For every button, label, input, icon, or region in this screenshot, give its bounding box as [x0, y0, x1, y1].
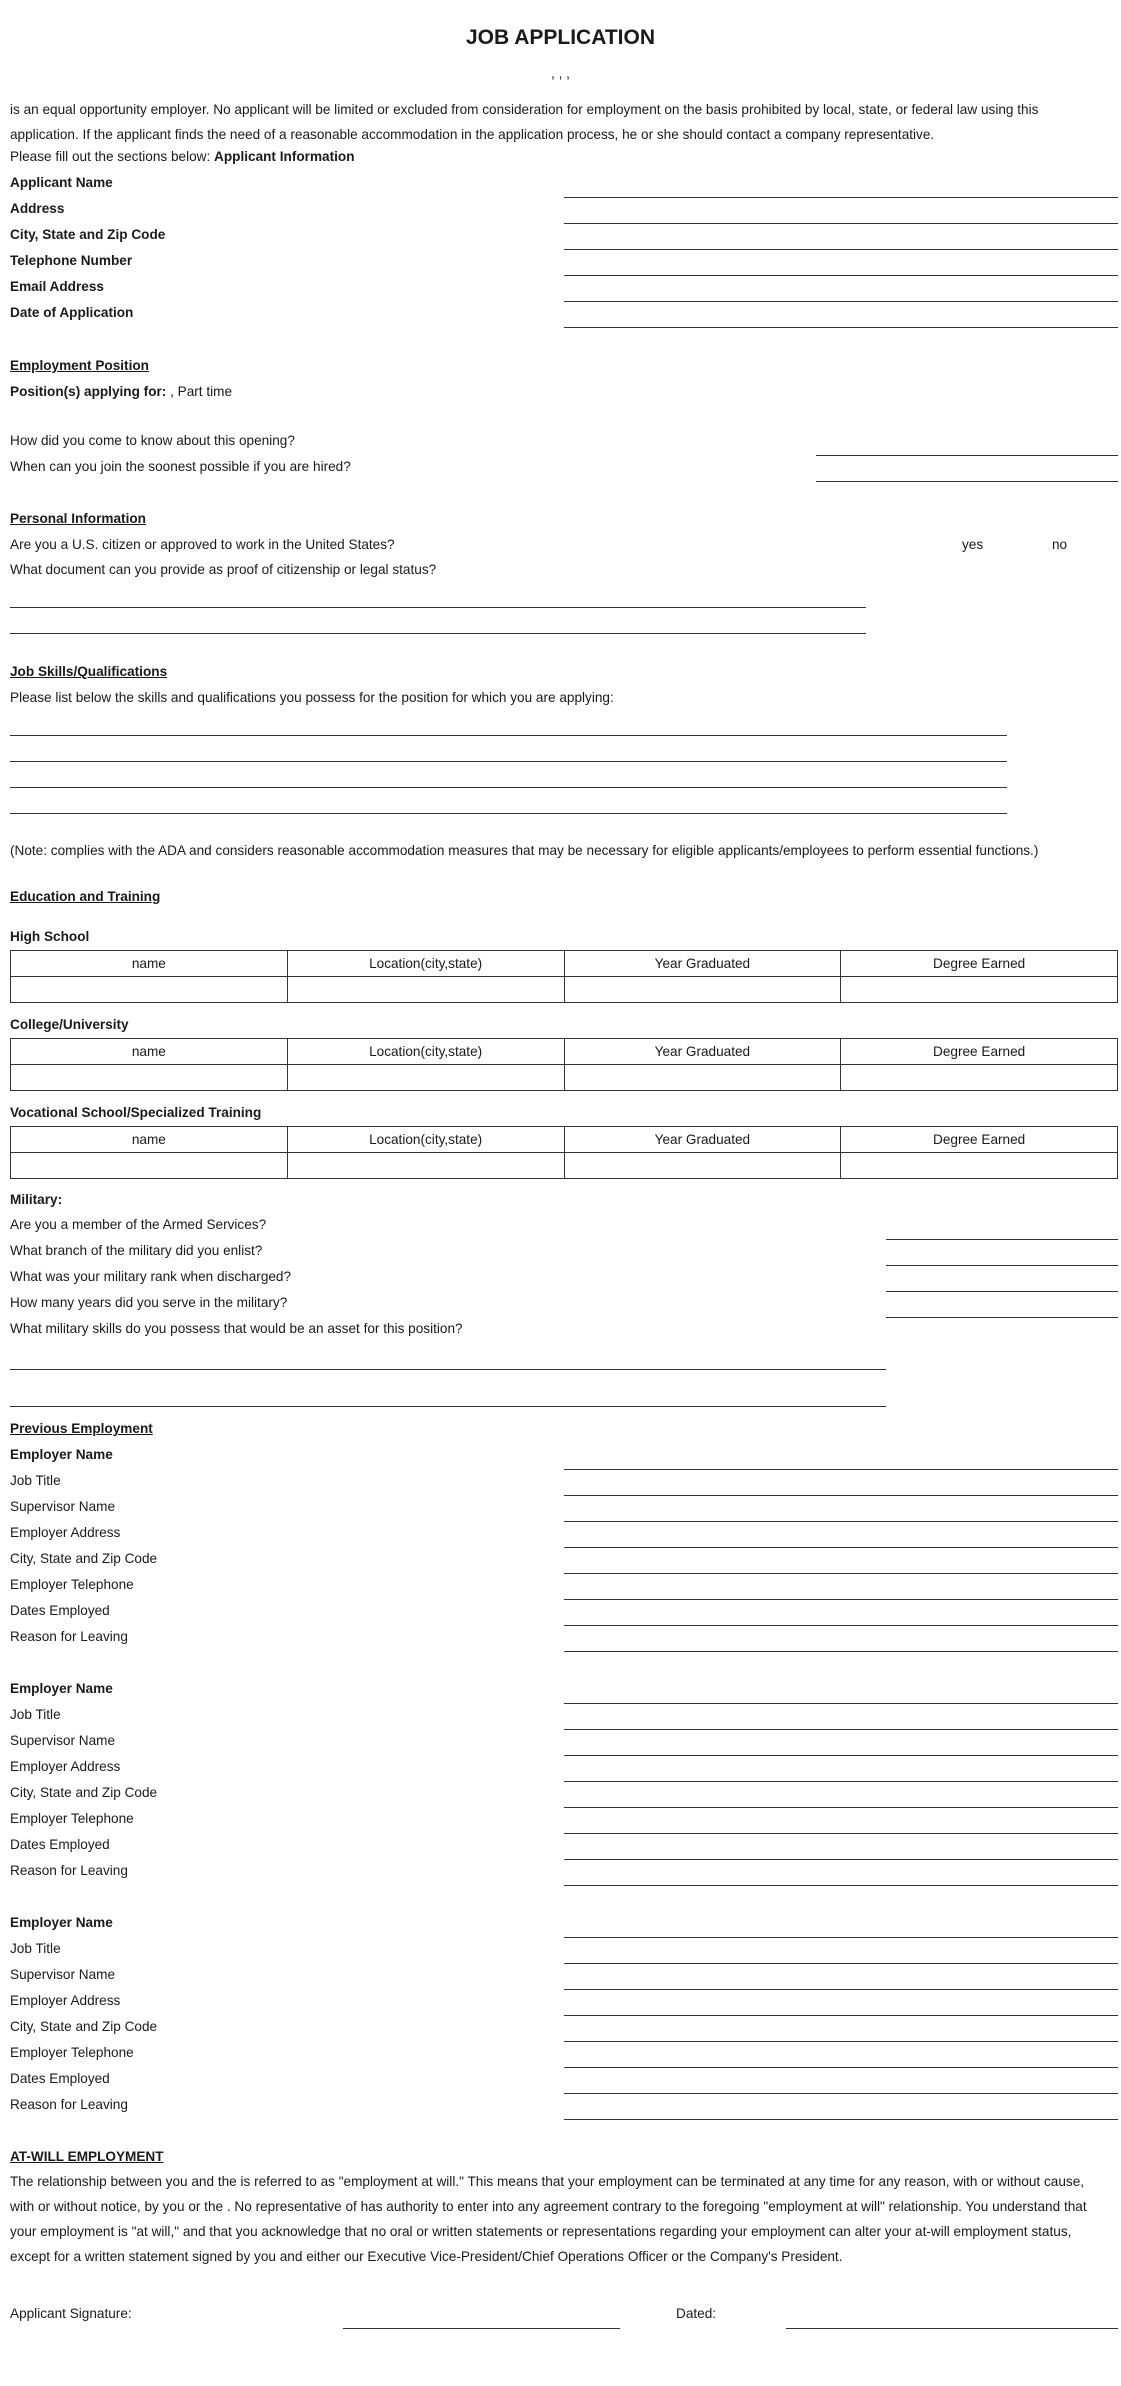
- military-branch-field[interactable]: [886, 1265, 1118, 1266]
- document-answer-line-1[interactable]: [10, 607, 866, 608]
- education-heading: Education and Training: [10, 889, 161, 904]
- employer-1-city-field[interactable]: [564, 1573, 1118, 1574]
- employer-3-telephone-field[interactable]: [564, 2067, 1118, 2068]
- table-cell[interactable]: [11, 977, 288, 1003]
- employer-2-name-label: Employer Name: [10, 1681, 113, 1696]
- employer-2-job-title-label: Job Title: [10, 1707, 61, 1722]
- personal-info-heading: Personal Information: [10, 511, 146, 526]
- start-date-question: When can you join the soonest possible if you are hired?: [10, 459, 351, 474]
- col-location: Location(city,state): [287, 1039, 564, 1065]
- employer-3-address-label: Employer Address: [10, 1993, 121, 2008]
- city-state-zip-field[interactable]: [564, 249, 1118, 250]
- military-heading: Military:: [10, 1192, 63, 1207]
- table-cell[interactable]: [564, 1153, 841, 1179]
- employer-1-supervisor-field[interactable]: [564, 1521, 1118, 1522]
- employer-3-supervisor-label: Supervisor Name: [10, 1967, 116, 1982]
- col-degree-earned: Degree Earned: [841, 1127, 1118, 1153]
- employer-1-telephone-label: Employer Telephone: [10, 1577, 134, 1592]
- document-question: What document can you provide as proof of citizenship or legal status?: [10, 562, 437, 577]
- employer-1-address-label: Employer Address: [10, 1525, 121, 1540]
- signature-label: Applicant Signature:: [10, 2306, 132, 2321]
- table-cell[interactable]: [564, 1065, 841, 1091]
- employer-2-supervisor-field[interactable]: [564, 1755, 1118, 1756]
- skills-answer-line-1[interactable]: [10, 735, 1007, 736]
- positions-value: , Part time: [166, 384, 233, 399]
- employer-3-name-field[interactable]: [564, 1937, 1118, 1938]
- document-answer-line-2[interactable]: [10, 633, 866, 634]
- military-rank-question: What was your military rank when discharged?: [10, 1269, 292, 1284]
- table-row: [11, 1153, 1118, 1179]
- col-name: name: [11, 1127, 288, 1153]
- table-cell[interactable]: [11, 1065, 288, 1091]
- employer-1-job-title-field[interactable]: [564, 1495, 1118, 1496]
- citizen-question: Are you a U.S. citizen or approved to work in the United States?: [10, 537, 395, 552]
- employer-1-name-label: Employer Name: [10, 1447, 113, 1462]
- applicant-info-heading: Applicant Information: [214, 149, 355, 164]
- col-name: name: [11, 1039, 288, 1065]
- table-cell[interactable]: [841, 1153, 1118, 1179]
- armed-services-field[interactable]: [886, 1239, 1118, 1240]
- employer-3-city-label: City, State and Zip Code: [10, 2019, 158, 2034]
- employer-1-reason-label: Reason for Leaving: [10, 1629, 128, 1644]
- employer-3-city-field[interactable]: [564, 2041, 1118, 2042]
- vocational-label: Vocational School/Specialized Training: [10, 1105, 262, 1120]
- skills-prompt: Please list below the skills and qualifications you possess for the position for which you are applying:: [10, 690, 614, 705]
- fill-prompt: [10, 149, 355, 164]
- date-of-application-field[interactable]: [564, 327, 1118, 328]
- table-header-row: [11, 1127, 1118, 1153]
- employer-3-dates-field[interactable]: [564, 2093, 1118, 2094]
- city-state-zip-label: City, State and Zip Code: [10, 227, 166, 242]
- employer-2-dates-field[interactable]: [564, 1859, 1118, 1860]
- military-years-question: How many years did you serve in the military?: [10, 1295, 288, 1310]
- col-year-graduated: Year Graduated: [564, 1127, 841, 1153]
- employer-1-supervisor-label: Supervisor Name: [10, 1499, 116, 1514]
- employer-1-dates-field[interactable]: [564, 1625, 1118, 1626]
- employer-2-city-label: City, State and Zip Code: [10, 1785, 158, 1800]
- ada-note: (Note: complies with the ADA and considers reasonable accommodation measures that may be necessary for eligible applicants/employees to perform essential functions.): [10, 843, 1039, 858]
- email-label: Email Address: [10, 279, 104, 294]
- military-years-field[interactable]: [886, 1317, 1118, 1318]
- military-skills-line-2[interactable]: [10, 1406, 886, 1407]
- armed-services-question: Are you a member of the Armed Services?: [10, 1217, 267, 1232]
- college-label: College/University: [10, 1017, 129, 1032]
- skills-answer-line-3[interactable]: [10, 787, 1007, 788]
- employer-2-telephone-label: Employer Telephone: [10, 1811, 134, 1826]
- positions-label: Position(s) applying for:: [10, 384, 167, 399]
- employer-3-supervisor-field[interactable]: [564, 1989, 1118, 1990]
- col-degree-earned: Degree Earned: [841, 951, 1118, 977]
- address-label: Address: [10, 201, 65, 216]
- intro-paragraph: is an equal opportunity employer. No applicant will be limited or excluded from consideration for employment on the basis prohibited by local, state, or federal law using this application. If the applicant finds the need of a reasonable accommodation in the application process, he or she should contact a company representative.: [10, 102, 1039, 142]
- start-date-field[interactable]: [816, 481, 1118, 482]
- skills-answer-line-2[interactable]: [10, 761, 1007, 762]
- previous-employment-heading: Previous Employment: [10, 1421, 153, 1436]
- col-year-graduated: Year Graduated: [564, 951, 841, 977]
- employer-2-job-title-field[interactable]: [564, 1729, 1118, 1730]
- dated-label: Dated:: [676, 2306, 717, 2321]
- employer-3-address-field[interactable]: [564, 2015, 1118, 2016]
- employer-3-name-label: Employer Name: [10, 1915, 113, 1930]
- college-table: [10, 1038, 1118, 1091]
- date-of-application-label: Date of Application: [10, 305, 134, 320]
- table-cell[interactable]: [287, 1065, 564, 1091]
- citizen-no-option[interactable]: no: [1052, 537, 1068, 552]
- applicant-name-field[interactable]: [564, 197, 1118, 198]
- employer-2-reason-label: Reason for Leaving: [10, 1863, 128, 1878]
- signature-field[interactable]: [343, 2328, 620, 2329]
- employer-2-address-label: Employer Address: [10, 1759, 121, 1774]
- applicant-name-label: Applicant Name: [10, 175, 113, 190]
- page-title: JOB APPLICATION: [465, 26, 655, 49]
- employer-2-dates-label: Dates Employed: [10, 1837, 110, 1852]
- employer-1-reason-field[interactable]: [564, 1651, 1118, 1652]
- skills-heading: Job Skills/Qualifications: [10, 664, 168, 679]
- table-row: [11, 977, 1118, 1003]
- employer-1-dates-label: Dates Employed: [10, 1603, 110, 1618]
- col-location: Location(city,state): [287, 1127, 564, 1153]
- email-field[interactable]: [564, 301, 1118, 302]
- employer-2-address-field[interactable]: [564, 1781, 1118, 1782]
- military-skills-line-1[interactable]: [10, 1369, 886, 1370]
- military-skills-question: What military skills do you possess that would be an asset for this position?: [10, 1321, 463, 1336]
- military-branch-question: What branch of the military did you enlist?: [10, 1243, 263, 1258]
- table-header-row: [11, 1039, 1118, 1065]
- table-row: [11, 1065, 1118, 1091]
- employer-3-job-title-field[interactable]: [564, 1963, 1118, 1964]
- employer-2-telephone-field[interactable]: [564, 1833, 1118, 1834]
- citizen-yes-option[interactable]: yes: [962, 537, 984, 552]
- skills-answer-line-4[interactable]: [10, 813, 1007, 814]
- high-school-label: High School: [10, 929, 90, 944]
- opening-source-field[interactable]: [816, 455, 1118, 456]
- employer-1-job-title-label: Job Title: [10, 1473, 61, 1488]
- table-header-row: [11, 951, 1118, 977]
- employer-1-city-label: City, State and Zip Code: [10, 1551, 158, 1566]
- employer-3-dates-label: Dates Employed: [10, 2071, 110, 2086]
- high-school-table: [10, 950, 1118, 1003]
- employer-3-reason-label: Reason for Leaving: [10, 2097, 128, 2112]
- employer-2-reason-field[interactable]: [564, 1885, 1118, 1886]
- employer-2-supervisor-label: Supervisor Name: [10, 1733, 116, 1748]
- at-will-paragraph: The relationship between you and the is referred to as "employment at will." This means that your employment can be terminated at any time for any reason, with or without cause, with or without notice, by you or the . No representative of has authority to enter into any agreement contrary to the foregoing "employment at will" relationship. You understand that your employment is "at will," and that you acknowledge that no oral or written statements or representations regarding your employment can alter your at-will employment status, except for a written statement signed by you and either our Executive Vice-President/Chief Operations Officer or the Company's President.: [10, 2174, 1087, 2264]
- employer-3-telephone-label: Employer Telephone: [10, 2045, 134, 2060]
- positions-row: [10, 384, 232, 399]
- employer-1-telephone-field[interactable]: [564, 1599, 1118, 1600]
- fill-prompt-text: Please fill out the sections below:: [10, 149, 215, 164]
- col-year-graduated: Year Graduated: [564, 1039, 841, 1065]
- employer-3-reason-field[interactable]: [564, 2119, 1118, 2120]
- table-cell[interactable]: [11, 1153, 288, 1179]
- telephone-field[interactable]: [564, 275, 1118, 276]
- military-rank-field[interactable]: [886, 1291, 1118, 1292]
- telephone-label: Telephone Number: [10, 253, 133, 268]
- table-cell[interactable]: [287, 977, 564, 1003]
- table-cell[interactable]: [287, 1153, 564, 1179]
- employer-2-name-field[interactable]: [564, 1703, 1118, 1704]
- vocational-table: [10, 1126, 1118, 1179]
- company-subtitle: , , ,: [551, 66, 570, 81]
- col-name: name: [11, 951, 288, 977]
- employment-position-heading: Employment Position: [10, 358, 149, 373]
- table-cell[interactable]: [841, 977, 1118, 1003]
- at-will-heading: AT-WILL EMPLOYMENT: [10, 2149, 164, 2164]
- employer-2-city-field[interactable]: [564, 1807, 1118, 1808]
- dated-field[interactable]: [786, 2328, 1118, 2329]
- opening-source-question: How did you come to know about this opening?: [10, 433, 295, 448]
- employer-3-job-title-label: Job Title: [10, 1941, 61, 1956]
- col-location: Location(city,state): [287, 951, 564, 977]
- col-degree-earned: Degree Earned: [841, 1039, 1118, 1065]
- employer-1-address-field[interactable]: [564, 1547, 1118, 1548]
- employer-1-name-field[interactable]: [564, 1469, 1118, 1470]
- table-cell[interactable]: [564, 977, 841, 1003]
- address-field[interactable]: [564, 223, 1118, 224]
- table-cell[interactable]: [841, 1065, 1118, 1091]
